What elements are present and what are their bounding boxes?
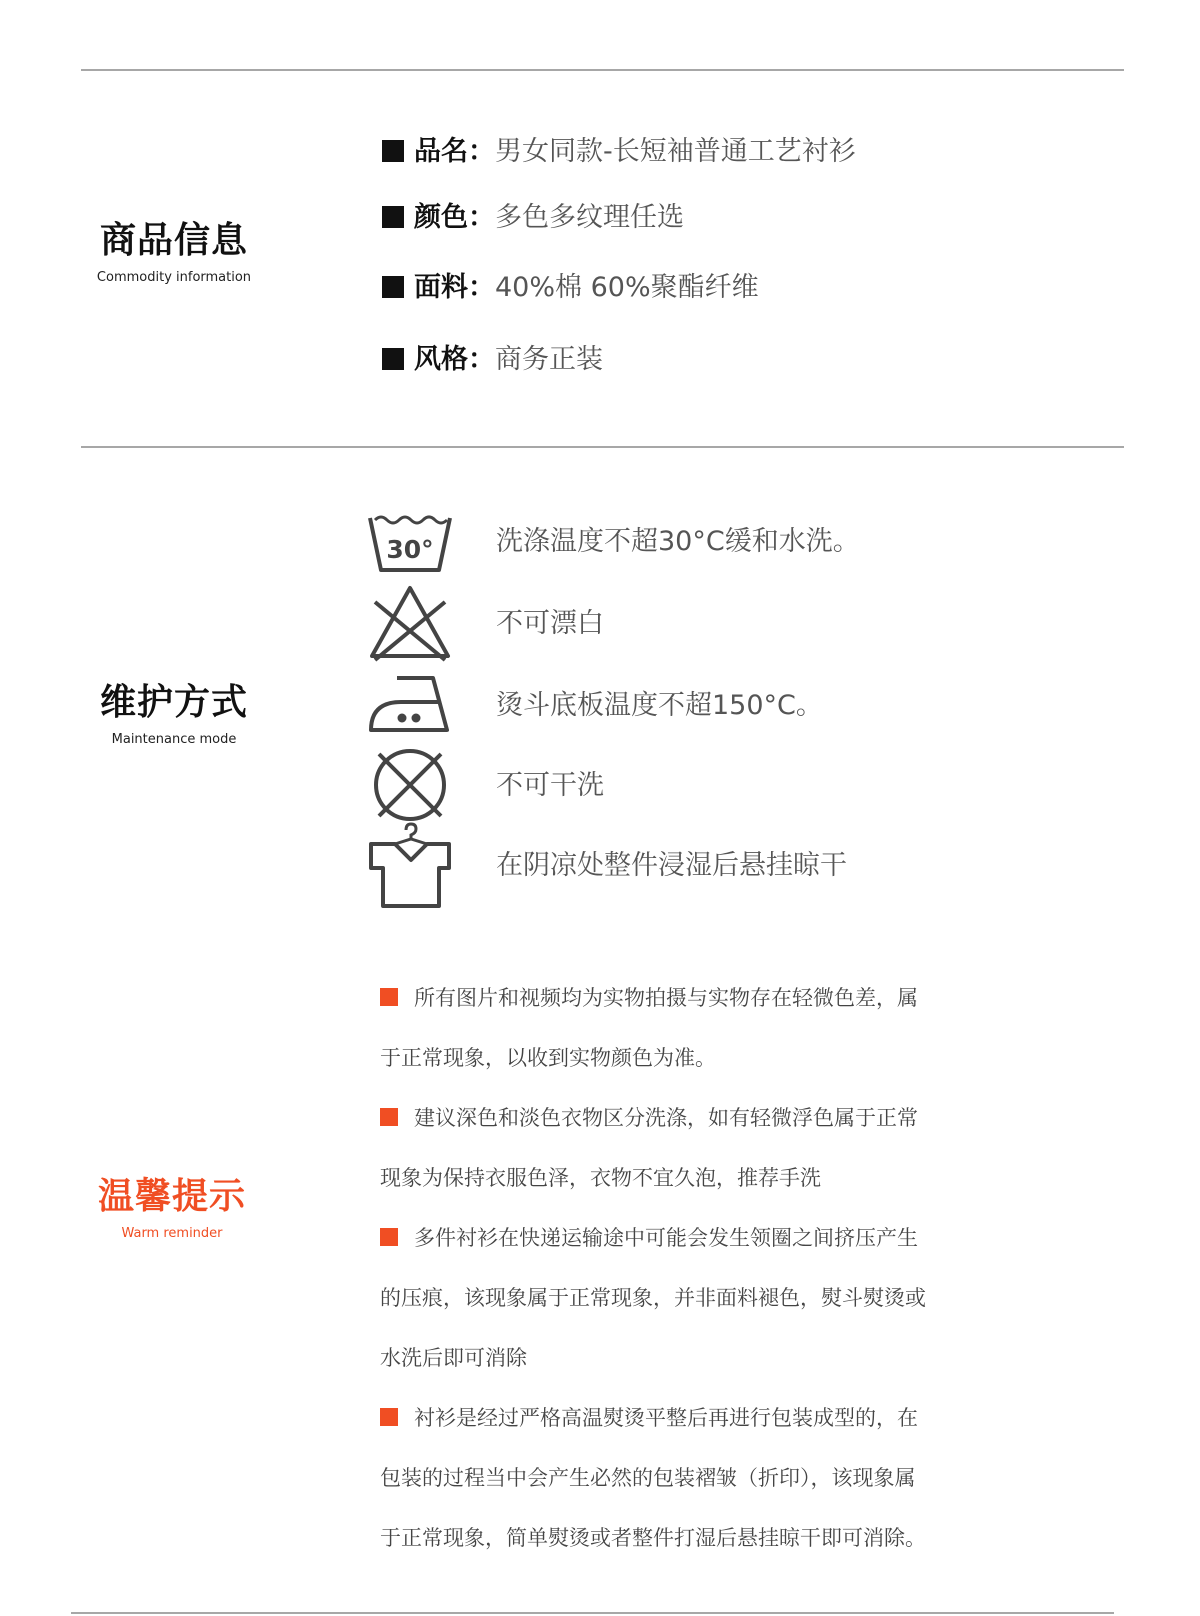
info-value: 多色多纹理任选 — [495, 202, 684, 233]
divider-bottom — [71, 1612, 1114, 1614]
tip-line — [380, 1148, 1020, 1208]
care-text-bleach: 不可漂白 — [496, 608, 604, 639]
care-text-iron: 烫斗底板温度不超150°C。 — [496, 690, 823, 721]
square-bullet-icon — [382, 140, 404, 162]
tip-line — [380, 968, 1020, 1028]
care-section-title: 维护方式 — [99, 682, 248, 723]
red-square-bullet-icon — [380, 1408, 398, 1426]
tip-text: 建议深色和淡色衣物区分洗涤，如有轻微浮色属于正常 — [414, 1106, 918, 1130]
red-square-bullet-icon — [380, 1228, 398, 1246]
care-text-wash: 洗涤温度不超30°C缓和水洗。 — [496, 526, 860, 557]
tip-text: 包装的过程当中会产生必然的包装褶皱（折印），该现象属 — [380, 1466, 916, 1490]
iron-two-dots-icon — [367, 664, 453, 750]
product-section-subtitle: Commodity information — [96, 270, 252, 285]
tip-text: 所有图片和视频均为实物拍摄与实物存在轻微色差，属 — [414, 986, 918, 1010]
tip-text: 衬衫是经过严格高温熨烫平整后再进行包装成型的，在 — [414, 1406, 918, 1430]
product-section-title: 商品信息 — [99, 220, 248, 261]
square-bullet-icon — [382, 276, 404, 298]
tip-line — [380, 1268, 1020, 1328]
info-value: 商务正装 — [495, 344, 603, 375]
tips-section-subtitle: Warm reminder — [121, 1226, 223, 1241]
red-square-bullet-icon — [380, 1108, 398, 1126]
tip-text: 于正常现象，以收到实物颜色为准。 — [380, 1046, 716, 1070]
wash-temperature-label: 30° — [386, 535, 434, 564]
info-label: 品名： — [414, 136, 495, 167]
info-label: 颜色： — [414, 202, 495, 233]
no-bleach-icon — [367, 582, 453, 668]
info-row-fabric — [382, 268, 759, 308]
info-row-style — [382, 340, 603, 380]
tips-list — [380, 968, 1020, 1568]
care-text-hang-dry: 在阴凉处整件浸湿后悬挂晾干 — [496, 850, 847, 881]
tip-text: 的压痕，该现象属于正常现象，并非面料褪色，熨斗熨烫或 — [380, 1286, 926, 1310]
tip-line — [380, 1388, 1020, 1448]
tip-line — [380, 1208, 1020, 1268]
tip-line — [380, 1448, 1020, 1508]
info-value: 40%棉 60%聚酯纤维 — [495, 272, 759, 303]
care-section-subtitle: Maintenance mode — [111, 732, 237, 747]
tip-line — [380, 1088, 1020, 1148]
divider-top — [81, 69, 1124, 71]
tip-text: 现象为保持衣服色泽，衣物不宜久泡，推荐手洗 — [380, 1166, 821, 1190]
tip-text: 于正常现象，简单熨烫或者整件打湿后悬挂晾干即可消除。 — [380, 1526, 926, 1550]
tip-text: 水洗后即可消除 — [380, 1346, 527, 1370]
tips-section-title: 温馨提示 — [97, 1176, 246, 1217]
tip-line — [380, 1028, 1020, 1088]
no-dry-clean-icon — [367, 742, 453, 828]
square-bullet-icon — [382, 206, 404, 228]
red-square-bullet-icon — [380, 988, 398, 1006]
tip-line — [380, 1328, 1020, 1388]
tip-text: 多件衬衫在快递运输途中可能会发生领圈之间挤压产生 — [414, 1226, 918, 1250]
tip-line — [380, 1508, 1020, 1568]
info-row-name — [382, 132, 856, 172]
info-label: 面料： — [414, 272, 495, 303]
hang-dry-shirt-icon — [367, 822, 453, 908]
info-label: 风格： — [414, 344, 495, 375]
divider-middle — [81, 446, 1124, 448]
info-value: 男女同款-长短袖普通工艺衬衫 — [495, 136, 856, 167]
care-text-dry-clean: 不可干洗 — [496, 770, 604, 801]
info-row-color — [382, 198, 684, 238]
square-bullet-icon — [382, 348, 404, 370]
